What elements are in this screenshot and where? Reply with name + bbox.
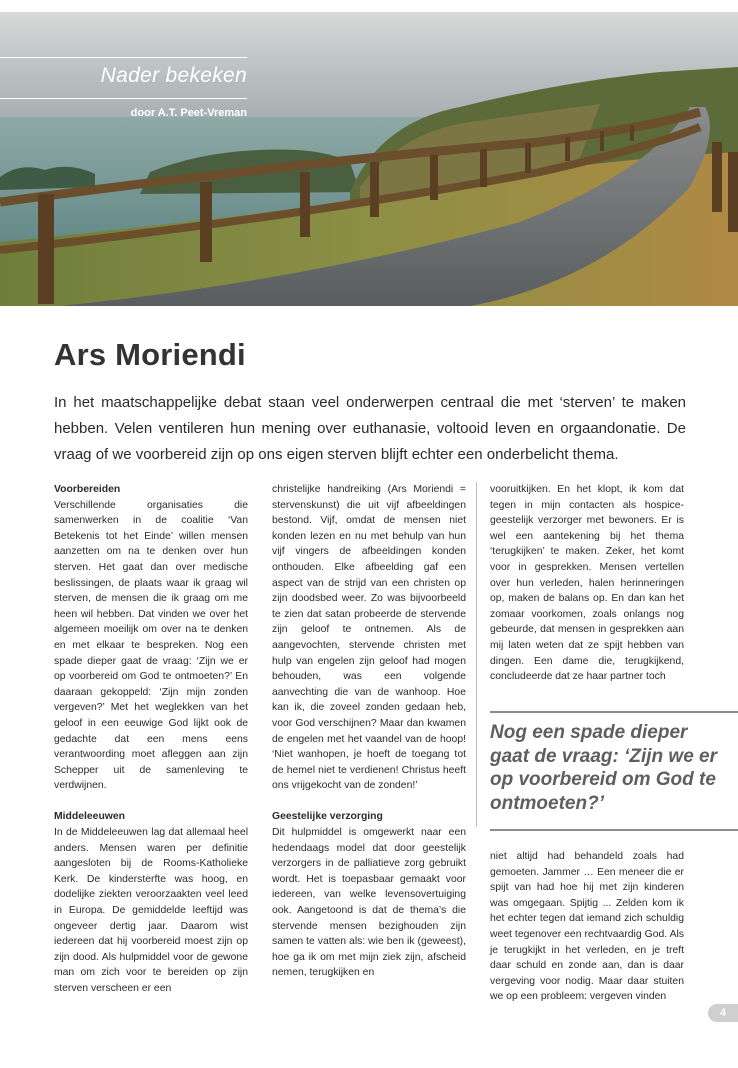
article-title: Ars Moriendi: [54, 337, 246, 372]
header-rule-bottom: [0, 98, 247, 99]
pullquote-rule-top: [490, 711, 738, 713]
pullquote: Nog een spade dieper gaat de vraag: ‘Zijn we er op voorbereid om God te ontmoeten?’: [490, 722, 718, 814]
column-divider: [476, 482, 477, 827]
header-photo: [0, 12, 738, 306]
page-number: 4: [708, 1004, 738, 1022]
paragraph: vooruitkijken. En het klopt, ik kom dat tegen in mijn contacten als hospice-geestelijk verzorger met bewoners. Er is wel een aantekening bij het thema ‘terugkijken’ te maken. Zeker, het komt voor in gesprekken. Mensen vertellen over hun verleden, halen herinneringen op, maken de balans op. En dan kan het zomaar voorkomen, zoals onlangs nog gebeurde, dat mensen in gesprekken aan mij laten weten dat ze spijt hebben van dingen. Een dame die, terugkijkend, concludeerde dat ze haar partner toch: [490, 484, 684, 683]
section-heading-voorbereiden: Voorbereiden: [54, 484, 121, 495]
section-heading-geestelijke-verzorging: Geestelijke verzorging: [272, 811, 383, 823]
column-3-top: [490, 482, 684, 685]
paragraph: niet altijd had behandeld zoals had gemoeten. Jammer … Een meneer die er spijt van had hoe hij met zijn kinderen was omgegaan. Spijtig ... Zelden kom ik het echter tegen dat iemand zich schuldig weet tegenover een rechtvaardig God. Als je terugkijkt in het verleden, en je treft daar schuld en zonde aan, dan is daar vergeving voor nodig. Maar daar stuiten we op een probleem: vergeven vinden: [490, 851, 684, 1003]
section-heading-middeleeuwen: Middeleeuwen: [54, 811, 126, 823]
series-title: Nader bekeken: [100, 64, 247, 87]
article-intro: In het maatschappelijke debat staan veel onderwerpen centraal die met ‘sterven’ te maken hebben. Velen ventileren hun mening over euthanasie, voltooid leven en orgaandonatie. De vraag of we voorbereid zijn op ons eigen sterven blijft echter een onderbelicht thema.: [54, 394, 686, 463]
paragraph: Verschillende organisaties die samenwerken in de coalitie ‘Van Betekenis tot het Einde’ willen mensen aanzetten om na te denken over hun sterven. Het gaat dan over medische beslissingen, de plaats waar ik graag wil sterven, de mensen die ik graag om me heen wil hebben. Dat vinden we over het algemeen moeilijk om over na te denken en met elkaar te bespreken. Nog een spade dieper gaat de vraag: ‘Zijn we er op voorbereid om God te ontmoeten?’ En daaraan gekoppeld: ‘Zijn mijn zonden vergeven?’ Met het weglekken van het geloof in een eeuwige God lijkt ook de gedachte dat een mens eens verantwoording moet afleggen aan zijn Schepper uit de samenleving te verdwijnen.: [54, 499, 248, 792]
column-3-bottom: [490, 849, 684, 1005]
author-byline: door A.T. Peet-Vreman: [130, 107, 247, 119]
paragraph: Dit hulpmiddel is omgewerkt naar een hedendaags model dat door geestelijk verzorgers in de palliatieve zorg gebruikt wordt. Het is toepasbaar gemaakt voor iedereen, van welke levensovertuiging ook. Aangetoond is dat de thema’s die stervende mensen bezighouden zijn samen te vatten als: wie ben ik (geweest), hoe ga ik om met mijn ziek zijn, afscheid nemen, terugkijken en: [272, 827, 466, 979]
column-2: [272, 482, 466, 981]
column-1: [54, 482, 248, 997]
pullquote-rule-bottom: [490, 829, 738, 831]
paragraph: In de Middeleeuwen lag dat allemaal heel anders. Mensen waren per definitie aangesloten bij de Rooms-Katholieke Kerk. De kindersterfte was hoog, en dodelijke ziekten veroorzaakten veel leed in Europa. De gemiddelde leeftijd was ongeveer dertig jaar. Daarom wist iedereen dat hij voorbereid moest zijn op zijn dood. Als hulpmiddel voor de gewone man om zich voor te bereiden op zijn sterven verscheen er een: [54, 827, 248, 994]
paragraph: christelijke handreiking (Ars Moriendi = stervenskunst) die uit vijf afbeeldingen bestond. Vijf, omdat de mensen niet konden lezen en nu met behulp van hun vijf vingers de afbeeldingen konden onthouden. Elke afbeelding gaf een aspect van de strijd van een christen op zijn doodsbed weer. Zo was bijvoorbeeld te zien dat satan probeerde de stervende zijn geloof te ontnemen. Als de aangevochten, stervende christen met hulp van engelen zijn geloof had mogen behouden, was een volgende aanvechting die van de wanhoop. Hoe kan ik, die zoveel zonden gedaan heb, voor God verschijnen? Maar dan kwamen de engelen met het vaandel van de hoop! ‘Niet wanhopen, je hoeft de toegang tot de hemel niet te verdienen! Christus heeft ons vrijgekocht van de zonden!’: [272, 484, 466, 792]
header-rule-top: [0, 57, 247, 58]
